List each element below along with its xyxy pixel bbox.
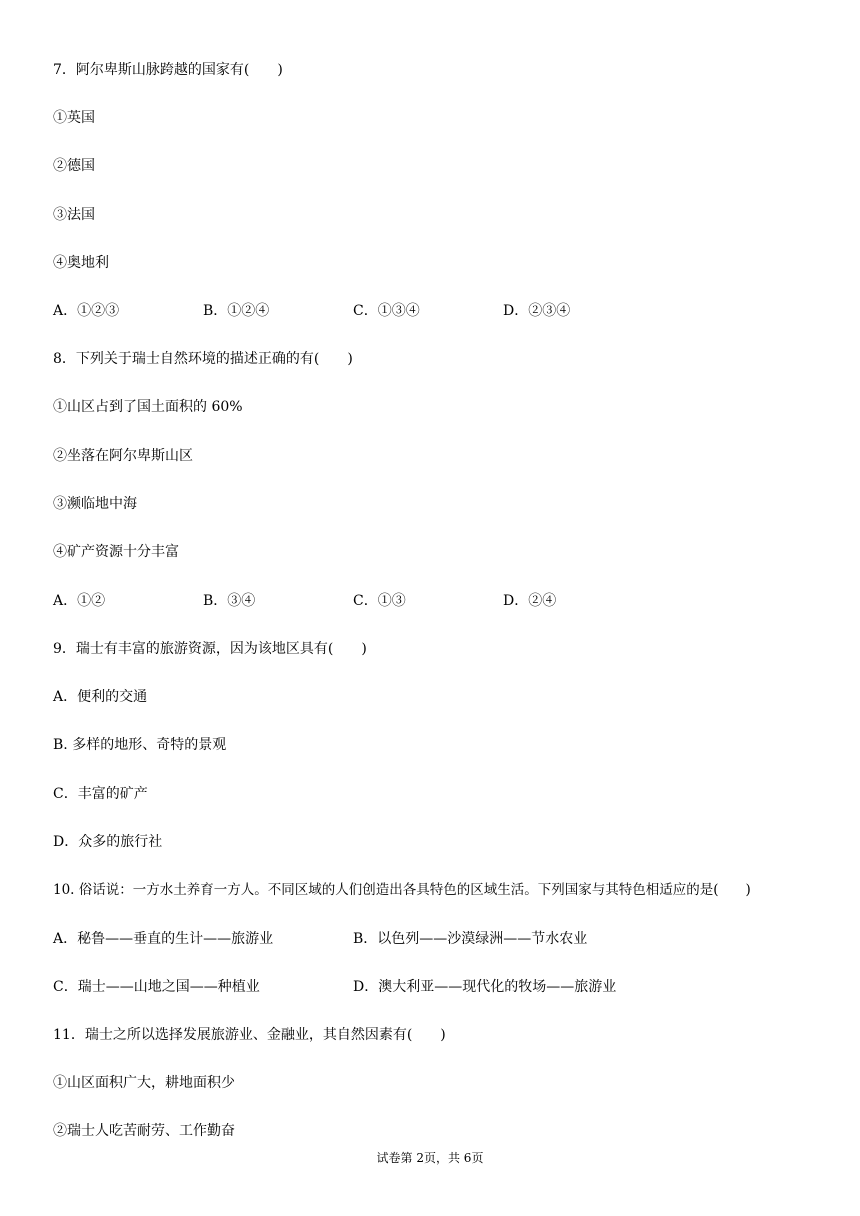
question-8-item-4: ④矿产资源十分丰富 — [53, 544, 179, 560]
question-9-option-d: D．众多的旅行社 — [53, 834, 163, 850]
question-7-option-a: A．①②③ — [53, 303, 120, 319]
question-8-option-d: D．②④ — [503, 593, 557, 609]
question-10-option-d: D．澳大利亚——现代化的牧场——旅游业 — [353, 979, 617, 995]
question-8-item-1: ①山区占到了国土面积的 60% — [53, 399, 243, 415]
question-10-option-b: B．以色列——沙漠绿洲——节水农业 — [353, 931, 588, 947]
question-7-item-1: ①英国 — [53, 110, 95, 126]
question-7-item-4: ④奥地利 — [53, 255, 109, 271]
question-11-item-1: ①山区面积广大，耕地面积少 — [53, 1075, 235, 1091]
question-10-option-c: C．瑞士——山地之国——种植业 — [53, 979, 260, 995]
question-8-option-a: A．①② — [53, 593, 106, 609]
question-9-stem: 9．瑞士有丰富的旅游资源，因为该地区具有( ) — [53, 641, 367, 657]
question-7-option-b: B．①②④ — [203, 303, 270, 319]
question-7-option-c: C．①③④ — [353, 303, 420, 319]
question-8-item-3: ③濒临地中海 — [53, 496, 137, 512]
question-11-stem: 11．瑞士之所以选择发展旅游业、金融业，其自然因素有( ) — [53, 1027, 446, 1043]
question-7-option-d: D．②③④ — [503, 303, 571, 319]
question-7-item-2: ②德国 — [53, 158, 95, 174]
question-8-option-b: B．③④ — [203, 593, 256, 609]
question-10-stem: 10. 俗话说：一方水土养育一方人。不同区域的人们创造出各具特色的区域生活。下列国家与其特色相适应的是( ) — [53, 882, 751, 898]
question-9-option-a: A．便利的交通 — [53, 689, 148, 705]
question-9-option-b: B. 多样的地形、奇特的景观 — [53, 737, 227, 753]
question-8-option-c: C．①③ — [353, 593, 406, 609]
page-footer: 试卷第 2页，共 6页 — [376, 1151, 484, 1165]
question-7-item-3: ③法国 — [53, 207, 95, 223]
question-7-stem: 7．阿尔卑斯山脉跨越的国家有( ) — [53, 62, 283, 78]
question-11-item-2: ②瑞士人吃苦耐劳、工作勤奋 — [53, 1123, 235, 1139]
question-9-option-c: C．丰富的矿产 — [53, 786, 148, 802]
question-8-stem: 8．下列关于瑞士自然环境的描述正确的有( ) — [53, 351, 353, 367]
question-8-item-2: ②坐落在阿尔卑斯山区 — [53, 448, 193, 464]
question-10-option-a: A．秘鲁——垂直的生计——旅游业 — [53, 931, 274, 947]
